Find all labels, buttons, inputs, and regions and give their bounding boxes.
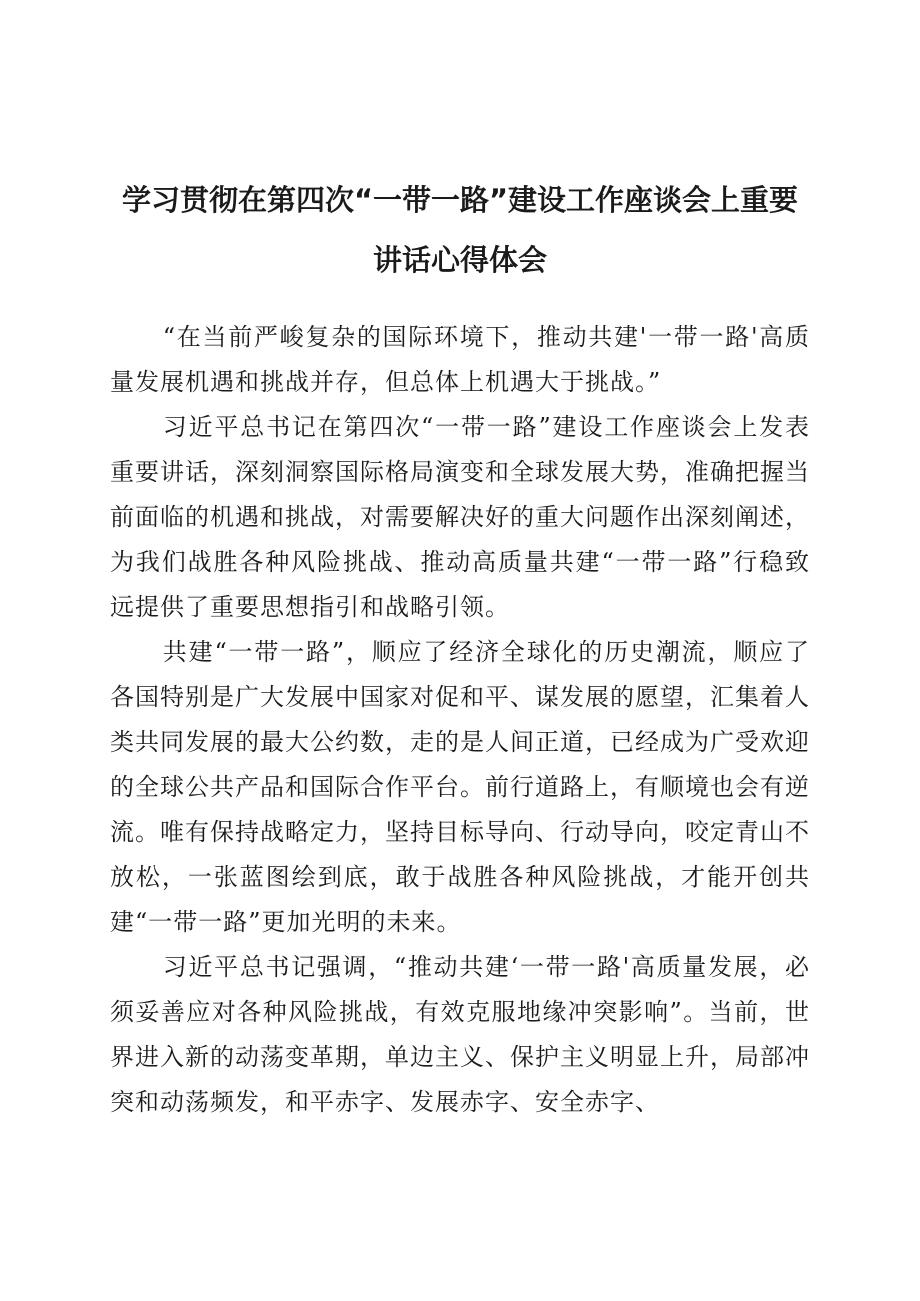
document-body [110, 315, 810, 1125]
paragraph-3: 共建“一带一路”，顺应了经济全球化的历史潮流，顺应了各国特别是广大发展中国家对促和平、谋发展的愿望，汇集着人类共同发展的最大公约数，走的是人间正道，已经成为广受欢迎的全球公共产品和国际合作平台。前行道路上，有顺境也会有逆流。唯有保持战略定力，坚持目标导向、行动导向，咬定青山不放松，一张蓝图绘到底，敢于战胜各种风险挑战，才能开创共建“一带一路”更加光明的未来。 [110, 638, 810, 936]
paragraph-1: “在当前严峻复杂的国际环境下，推动共建'一带一路'高质量发展机遇和挑战并存，但总体上机遇大于挑战。” [110, 323, 810, 396]
title-line-2: 讲话心得体会 [372, 243, 547, 277]
paragraph-4: 习近平总书记强调，“推动共建‘一带一路'高质量发展，必须妥善应对各种风险挑战，有效克服地缘冲突影响”。当前，世界进入新的动荡变革期，单边主义、保护主义明显上升，局部冲突和动荡频发，和平赤字、发展赤字、安全赤字、 [110, 953, 810, 1116]
paragraph-2: 习近平总书记在第四次“一带一路”建设工作座谈会上发表重要讲话，深刻洞察国际格局演变和全球发展大势，准确把握当前面临的机遇和挑战，对需要解决好的重大问题作出深刻阐述，为我们战胜各种风险挑战、推动高质量共建“一带一路”行稳致远提供了重要思想指引和战略引领。 [110, 413, 810, 621]
document-title [110, 170, 810, 290]
title-line-1: 学习贯彻在第四次“一带一路”建设工作座谈会上重要 [121, 183, 799, 217]
